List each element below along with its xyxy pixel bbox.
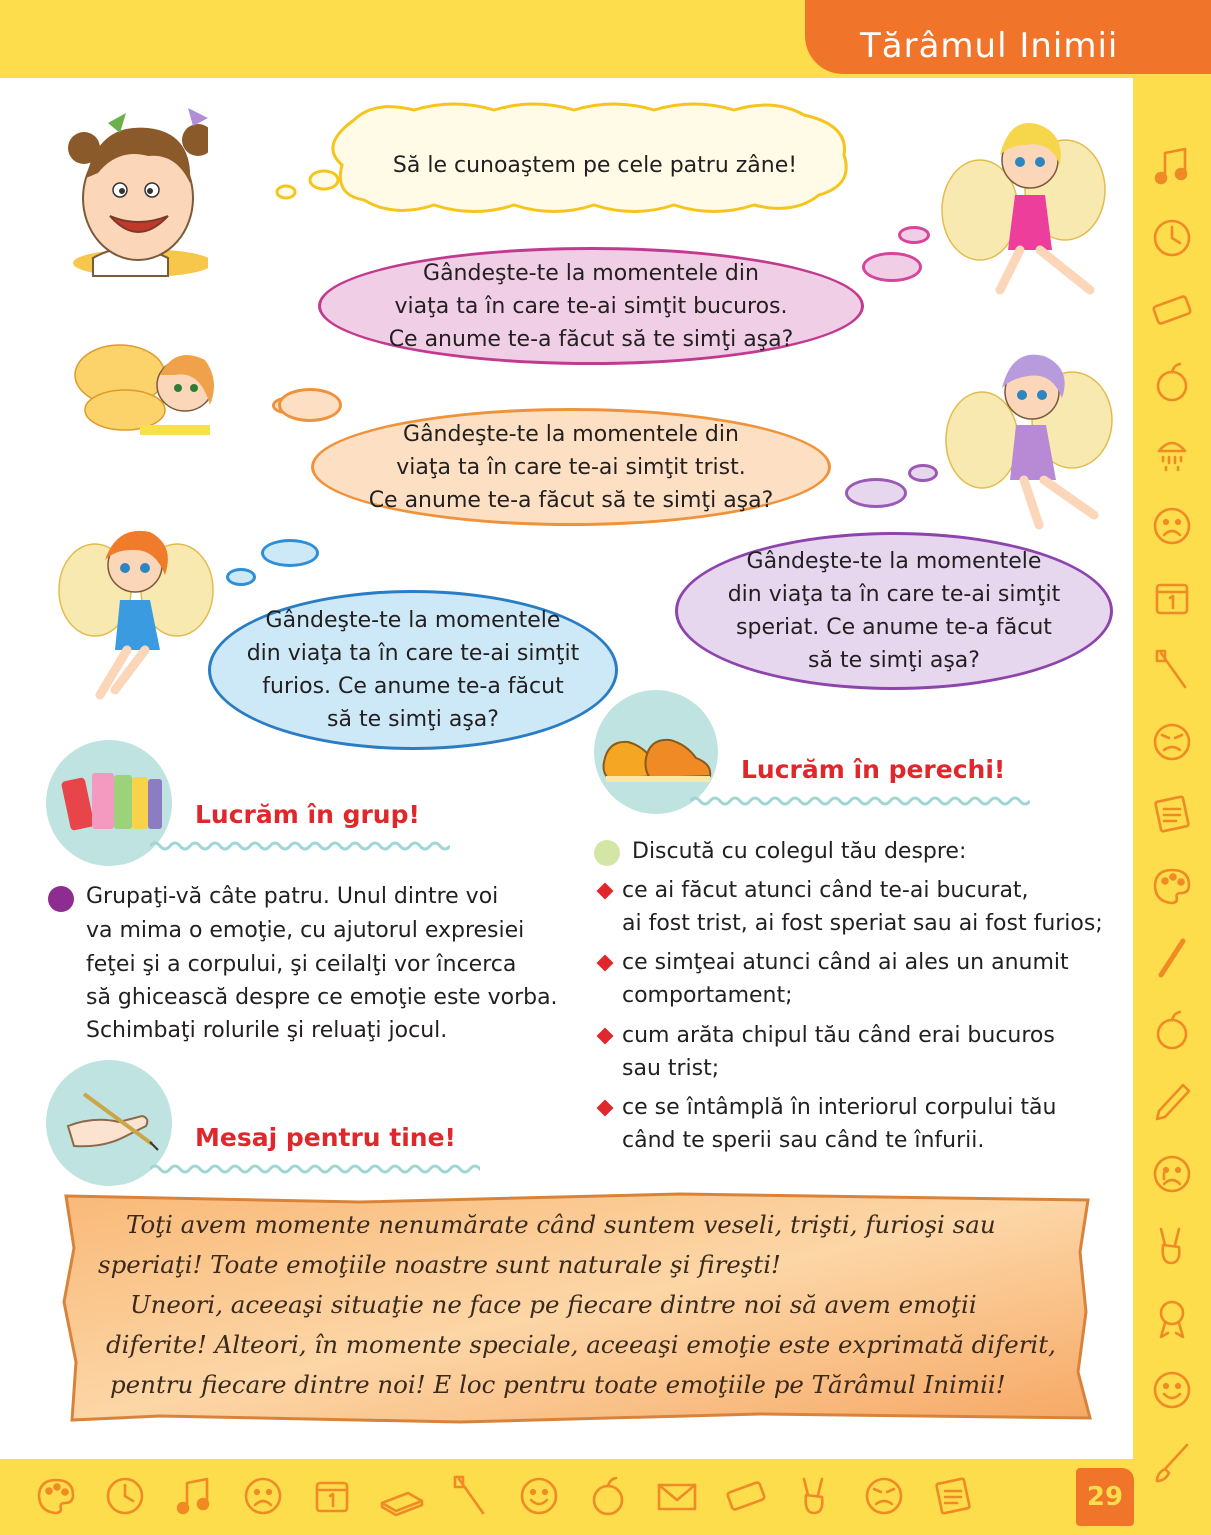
group-section-wave [150, 838, 450, 854]
books-icon [58, 765, 168, 835]
pairs-bullet-dot [594, 840, 620, 866]
sad-bubble [311, 408, 831, 526]
angry-face-icon [854, 1466, 914, 1526]
group-section-title: Lucrăm în grup! [195, 800, 420, 829]
notepad-icon [1142, 784, 1202, 844]
clock-icon [95, 1466, 155, 1526]
red-diamond-bullet-icon [597, 883, 614, 900]
medal-icon [1142, 1288, 1202, 1348]
pairs-list-item-line: sau trist; [622, 1056, 720, 1081]
envelope-icon [647, 1466, 707, 1526]
intro-bubble [345, 130, 845, 200]
notepad-icon [923, 1466, 983, 1526]
pairs-section-title: Lucrăm în perechi! [741, 755, 1006, 784]
pairs-list-item-line: ce simţeai atunci când ai ales un anumit [622, 950, 1069, 975]
bubble-dot [261, 539, 319, 567]
calendar-icon [302, 1466, 362, 1526]
pairs-list-item-line: ce se întâmplă în interiorul corpului tău [622, 1095, 1057, 1120]
sad-face-icon [1142, 496, 1202, 556]
pairs-list-item-line: cum arăta chipul tău când erai bucuros [622, 1023, 1055, 1048]
bubble-dot [898, 226, 930, 244]
bubble-dot [278, 388, 342, 422]
angry-bubble [208, 590, 618, 750]
toothbrush-icon [1142, 640, 1202, 700]
victory-hand-icon [785, 1466, 845, 1526]
message-line: diferite! Alteori, în momente speciale, aceeaşi emoţie este exprimată diferit, [106, 1330, 1056, 1359]
pairs-section-wave [690, 793, 1030, 809]
writing-hand-icon [64, 1086, 164, 1156]
blue-fairy-illustration [55, 520, 215, 700]
victory-hand-icon [1142, 1216, 1202, 1276]
group-instruction-line: să ghicească despre ce emoţie este vorba. [86, 985, 558, 1010]
group-instruction-line: va mima o emoţie, cu ajutorul expresiei [86, 918, 525, 943]
angry-bubble-text: Gândeşte-te la momentele din viaţa ta în care te-ai simţit furios. Ce anume te-a făcut să te simţi aşa? [246, 608, 580, 732]
toothbrush-icon [440, 1466, 500, 1526]
intro-bubble-text: Să le cunoaştem pe cele patru zâne! [392, 152, 798, 178]
group-bullet-dot [48, 886, 74, 912]
purple-fairy-illustration [944, 340, 1114, 530]
boy-illustration [48, 98, 208, 278]
message-line: pentru fiecare dintre noi! E loc pentru toate emoţiile pe Tărâmul Inimii! [110, 1370, 1006, 1399]
apple-icon [1142, 352, 1202, 412]
sad-bubble-text: Gândeşte-te la momentele din viaţa ta în care te-ai simţit trist. Ce anume te-a făcut să te simţi aşa? [368, 421, 774, 513]
scared-bubble [675, 532, 1113, 690]
group-instruction-line: feţei şi a corpului, şi ceilalţi vor încerca [86, 952, 517, 977]
bubble-dot [226, 568, 256, 586]
pairs-list-item-line: când te sperii sau când te înfurii. [622, 1128, 985, 1153]
bubble-dot [908, 464, 938, 482]
orange-fairy-illustration [70, 330, 220, 440]
page-number: 29 [1076, 1468, 1134, 1526]
pairs-list-item-line: ce ai făcut atunci când te-ai bucurat, [622, 878, 1029, 903]
bubble-dot [845, 478, 907, 508]
red-diamond-bullet-icon [597, 1028, 614, 1045]
pairs-list-item-line: ai fost trist, ai fost speriat sau ai fost furios; [622, 911, 1103, 936]
message-line: speriaţi! Toate emoţiile noastre sunt naturale şi fireşti! [98, 1250, 781, 1279]
message-line: Toţi avem momente nenumărate când suntem veseli, trişti, furioşi sau [126, 1210, 996, 1239]
happy-bubble-text: Gândeşte-te la momentele din viaţa ta în care te-ai simţit bucuros. Ce anume te-a făcut să te simţi aşa? [388, 260, 794, 352]
message-section-wave [150, 1161, 480, 1177]
apple-icon [578, 1466, 638, 1526]
group-instruction-line: Grupaţi-vă câte patru. Unul dintre voi [86, 884, 499, 909]
ticket-icon [1142, 280, 1202, 340]
pairs-intro: Discută cu colegul tău despre: [632, 839, 967, 864]
sad-face-icon [233, 1466, 293, 1526]
calendar-icon [1142, 568, 1202, 628]
ticket-icon [716, 1466, 776, 1526]
clock-icon [1142, 208, 1202, 268]
happy-bubble [318, 247, 864, 365]
pairs-list-item-line: comportament; [622, 983, 793, 1008]
scared-bubble-text: Gândeşte-te la momentele din viaţa ta în care te-ai simţit speriat. Ce anume te-a făcut să te simţi aşa? [727, 549, 1061, 673]
red-diamond-bullet-icon [597, 1100, 614, 1117]
shoes-icon [598, 722, 716, 788]
shower-icon [1142, 424, 1202, 484]
smiley-face-icon [509, 1466, 569, 1526]
page-title: Tărâmul Inimii [860, 26, 1119, 66]
smiley-face-icon [1142, 1360, 1202, 1420]
apple-icon [1142, 1000, 1202, 1060]
bubble-dot [862, 252, 922, 282]
palette-icon [26, 1466, 86, 1526]
music-note-icon [1142, 136, 1202, 196]
music-note-icon [164, 1466, 224, 1526]
palette-icon [1142, 856, 1202, 916]
message-line: Uneori, aceeaşi situaţie ne face pe fiecare dintre noi să avem emoţii [130, 1290, 977, 1319]
message-section-title: Mesaj pentru tine! [195, 1123, 456, 1152]
book-icon [371, 1466, 431, 1526]
flute-icon [1142, 928, 1202, 988]
angry-face-icon [1142, 712, 1202, 772]
group-instruction-line: Schimbaţi rolurile şi reluaţi jocul. [86, 1018, 448, 1043]
pencil-icon [1142, 1072, 1202, 1132]
crying-face-icon [1142, 1144, 1202, 1204]
pink-fairy-illustration [940, 100, 1110, 300]
red-diamond-bullet-icon [597, 955, 614, 972]
paintbrush-icon [1142, 1432, 1202, 1492]
